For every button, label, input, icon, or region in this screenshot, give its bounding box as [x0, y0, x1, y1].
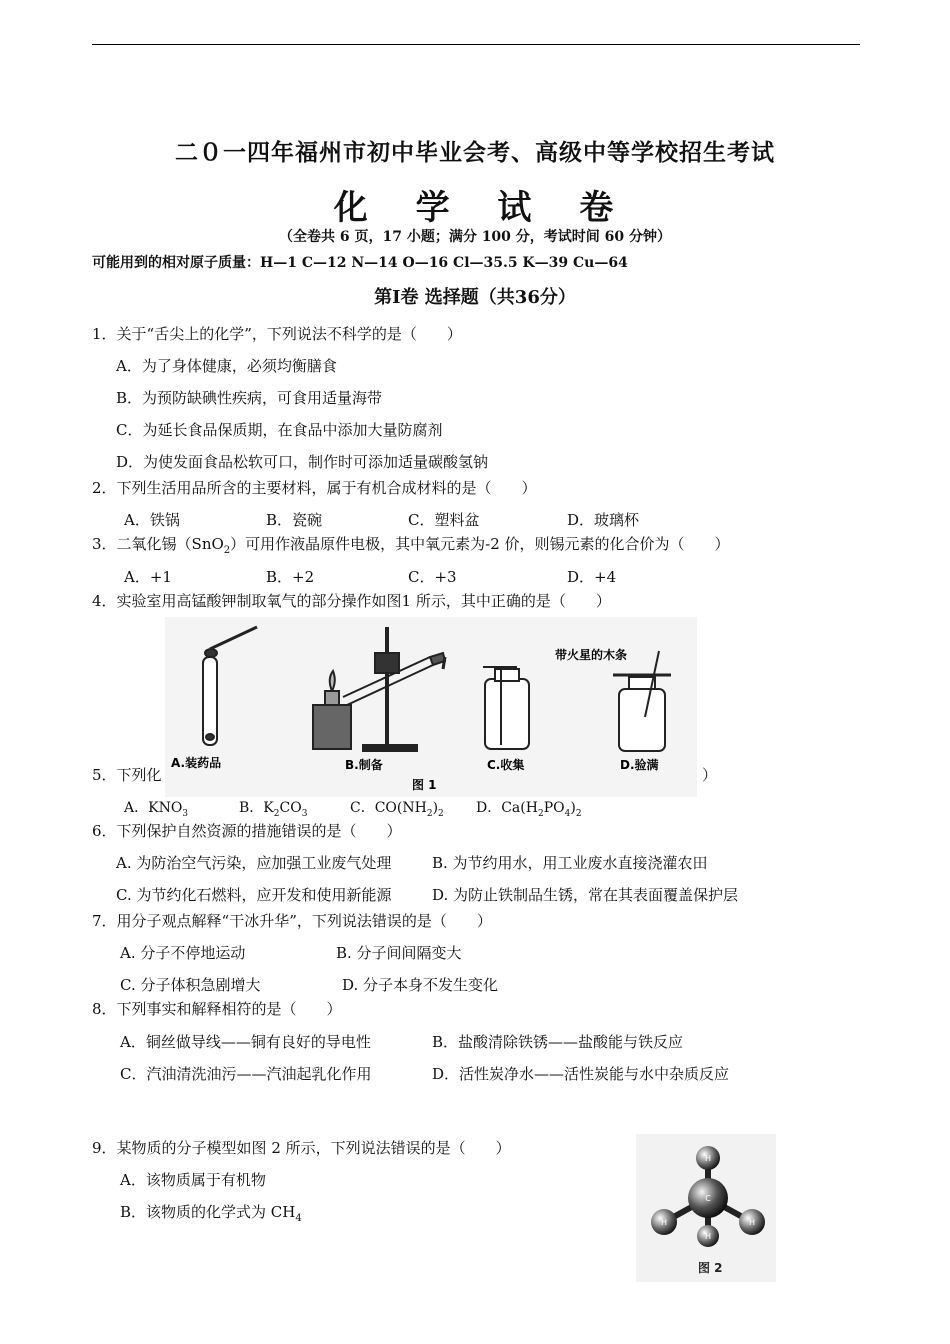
- figure-2: [636, 1134, 776, 1282]
- q1-option-c: C．为延长食品保质期，在食品中添加大量防腐剂: [116, 421, 443, 439]
- header-rule: [92, 44, 860, 45]
- q1-stem: 1．关于“舌尖上的化学”，下列说法不科学的是（ ）: [92, 325, 462, 343]
- heating-apparatus-icon: [313, 627, 445, 751]
- figure-1-label-d: D.验满: [620, 758, 659, 772]
- q8-option-b: B．盐酸清除铁锈——盐酸能与铁反应: [432, 1033, 684, 1051]
- q6-stem: 6．下列保护自然资源的措施错误的是（ ）: [92, 822, 402, 840]
- atom-h-top: H: [704, 1154, 712, 1163]
- q9-option-b: B．该物质的化学式为 $CH_4$: [120, 1203, 302, 1224]
- figure-1-drawing: [165, 617, 697, 797]
- q7-stem: 7．用分子观点解释“干冰升华”，下列说法错误的是（ ）: [92, 912, 492, 930]
- figure-1-label-c: C.收集: [487, 758, 525, 772]
- figure-1-caption: 图 1: [412, 778, 437, 792]
- q5-stem-tail: ）: [702, 766, 718, 784]
- q7-option-b: B. 分子间间隔变大: [336, 944, 462, 962]
- q5-option-a: A．$KNO_3$: [124, 800, 189, 819]
- q1-option-b: B．为预防缺碘性疾病，可食用适量海带: [116, 389, 383, 407]
- atom-h-right: H: [748, 1218, 756, 1227]
- q9-stem: 9．某物质的分子模型如图 2 所示，下列说法错误的是（ ）: [92, 1139, 511, 1157]
- q3-stem: 3．二氧化锡（SnO$_2$）可用作液晶原件电极，其中氧元素为-2 价，则锡元素的化合价为（ ）: [92, 535, 730, 556]
- q2-option-a: A．铁锅: [124, 511, 180, 529]
- q5-option-b: B．$K_2CO_3$: [239, 800, 308, 819]
- methane-model-icon: [636, 1134, 776, 1282]
- q2-option-b: B．瓷碗: [266, 511, 323, 529]
- exam-title: 二０一四年福州市初中毕业会考、高级中等学校招生考试: [175, 139, 775, 166]
- gas-bottle-icon: [483, 667, 529, 749]
- q5-option-c: C．$CO(NH_2)_2$: [350, 800, 444, 819]
- atom-h-left: H: [660, 1218, 668, 1227]
- check-full-bottle-icon: [613, 651, 671, 751]
- q6-option-d: D. 为防止铁制品生锈，常在其表面覆盖保护层: [432, 886, 739, 904]
- figure-1-label-b: B.制备: [345, 758, 383, 772]
- subject-title: 化 学 试 卷: [333, 188, 617, 228]
- exam-note: （全卷共 6 页，17 小题；满分 100 分，考试时间 60 分钟）: [278, 229, 672, 245]
- q5-option-d: D．$Ca(H_2PO_4)_2$: [476, 800, 582, 819]
- q2-option-c: C．塑料盆: [408, 511, 480, 529]
- q7-option-c: C. 分子体积急剧增大: [120, 976, 261, 994]
- q6-option-c: C. 为节约化石燃料，应开发和使用新能源: [116, 886, 392, 904]
- figure-1-label-a: A.装药品: [171, 756, 222, 770]
- q3-option-c: C．+3: [408, 568, 457, 586]
- q1-option-a: A．为了身体健康，必须均衡膳食: [116, 357, 337, 375]
- q9-option-a: A．该物质属于有机物: [120, 1171, 266, 1189]
- q7-option-d: D. 分子本身不发生变化: [342, 976, 499, 994]
- q8-option-c: C．汽油清洗油污——汽油起乳化作用: [120, 1065, 372, 1083]
- q2-stem: 2．下列生活用品所含的主要材料，属于有机合成材料的是（ ）: [92, 479, 537, 497]
- q3-option-b: B．+2: [266, 568, 315, 586]
- q8-stem: 8．下列事实和解释相符的是（ ）: [92, 1000, 342, 1018]
- q6-option-b: B. 为节约用水，用工业废水直接浇灌农田: [432, 854, 708, 872]
- section-title: 第Ⅰ卷 选择题（共36分）: [374, 287, 576, 308]
- q6-option-a: A. 为防治空气污染，应加强工业废气处理: [116, 854, 392, 872]
- q8-option-d: D．活性炭净水——活性炭能与水中杂质反应: [432, 1065, 730, 1083]
- q7-option-a: A. 分子不停地运动: [120, 944, 246, 962]
- figure-1: [165, 617, 697, 797]
- atomic-masses: 可能用到的相对原子质量：H—1 C—12 N—14 O—16 Cl—35.5 K—39 Cu—64: [92, 255, 628, 271]
- q1-option-d: D．为使发面食品松软可口，制作时可添加适量碳酸氢钠: [116, 453, 489, 471]
- atom-c: C: [705, 1194, 711, 1203]
- q3-option-a: A．+1: [124, 568, 172, 586]
- q2-option-d: D．玻璃杯: [567, 511, 640, 529]
- test-tube-spatula-icon: [203, 627, 257, 745]
- figure-1-splint-label: 带火星的木条: [555, 648, 628, 662]
- atom-h-bottom: H: [704, 1232, 712, 1241]
- figure-2-caption: 图 2: [698, 1261, 723, 1275]
- q8-option-a: A．铜丝做导线——铜有良好的导电性: [120, 1033, 371, 1051]
- q3-option-d: D．+4: [567, 568, 617, 586]
- q4-stem: 4．实验室用高锰酸钾制取氧气的部分操作如图1 所示，其中正确的是（ ）: [92, 592, 611, 610]
- q5-stem: 5．下列化: [92, 766, 162, 784]
